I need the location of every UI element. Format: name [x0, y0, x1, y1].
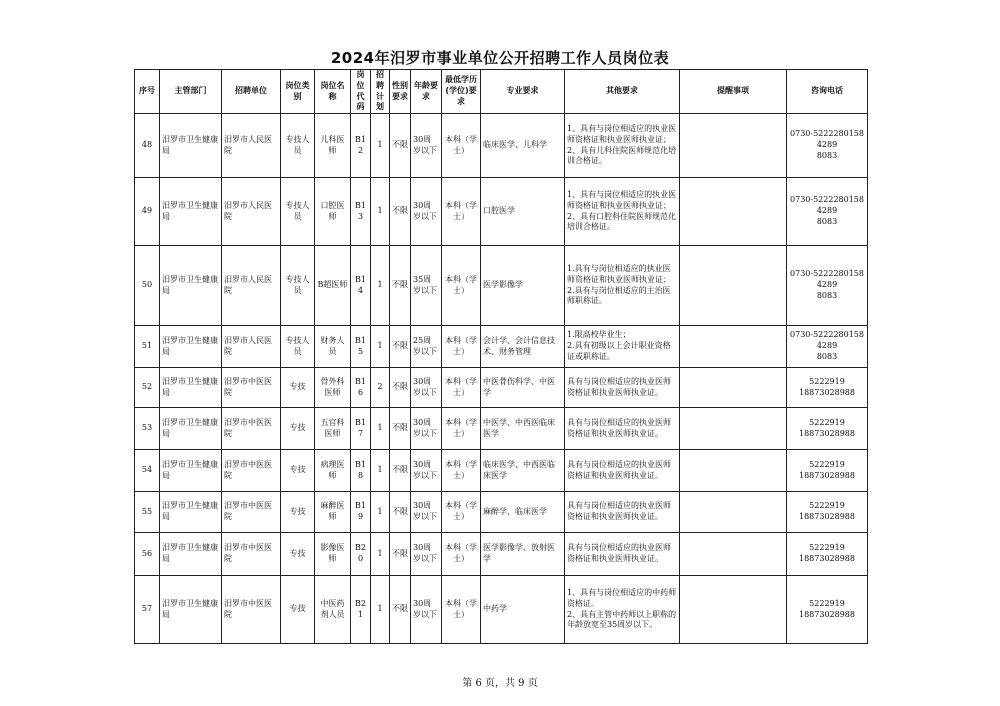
- cell-position: B超医师: [315, 246, 351, 326]
- header-cell: 岗位类别: [281, 70, 315, 114]
- cell-other: 具有与岗位相适应的执业医师资格证和执业医师执业证。: [565, 368, 680, 408]
- cell-phone: 5222919 18873028988: [787, 408, 868, 450]
- cell-plan: 1: [371, 492, 390, 533]
- cell-no: 48: [135, 114, 160, 178]
- cell-dept: 汨罗市卫生健康局: [160, 533, 222, 576]
- cell-unit: 汨罗市中医医院: [222, 576, 281, 644]
- cell-plan: 1: [371, 533, 390, 576]
- cell-code: B18: [351, 450, 371, 492]
- cell-category: 专技: [281, 576, 315, 644]
- cell-major: 医学影像学、放射医学: [481, 533, 565, 576]
- cell-category: 专技人员: [281, 114, 315, 178]
- cell-gender: 不限: [390, 246, 411, 326]
- cell-category: 专技人员: [281, 246, 315, 326]
- cell-remind: [680, 408, 787, 450]
- cell-other: 具有与岗位相适应的执业医师资格证和执业医师执业证。: [565, 450, 680, 492]
- cell-position: 五官科医师: [315, 408, 351, 450]
- cell-age: 25周岁以下: [411, 326, 442, 368]
- cell-no: 56: [135, 533, 160, 576]
- cell-no: 51: [135, 326, 160, 368]
- cell-gender: 不限: [390, 368, 411, 408]
- cell-unit: 汨罗市中医医院: [222, 533, 281, 576]
- header-cell: 咨询电话: [787, 70, 868, 114]
- cell-phone: 5222919 18873028988: [787, 368, 868, 408]
- cell-unit: 汨罗市人民医院: [222, 178, 281, 246]
- cell-remind: [680, 492, 787, 533]
- cell-age: 30周岁以下: [411, 533, 442, 576]
- cell-category: 专技人员: [281, 178, 315, 246]
- cell-remind: [680, 178, 787, 246]
- cell-phone: 5222919 18873028988: [787, 492, 868, 533]
- cell-code: B20: [351, 533, 371, 576]
- cell-unit: 汨罗市中医医院: [222, 368, 281, 408]
- cell-edu: 本科（学士）: [442, 450, 481, 492]
- cell-gender: 不限: [390, 114, 411, 178]
- cell-no: 57: [135, 576, 160, 644]
- cell-position: 口腔医师: [315, 178, 351, 246]
- cell-no: 53: [135, 408, 160, 450]
- cell-remind: [680, 450, 787, 492]
- cell-other: 1、具有与岗位相适应的执业医师资格证和执业医师执业证； 2、具有口腔科住院医师规范化培训合格证。: [565, 178, 680, 246]
- cell-age: 30周岁以下: [411, 178, 442, 246]
- cell-category: 专技: [281, 492, 315, 533]
- cell-gender: 不限: [390, 450, 411, 492]
- cell-major: 中药学: [481, 576, 565, 644]
- cell-major: 麻醉学、临床医学: [481, 492, 565, 533]
- cell-no: 54: [135, 450, 160, 492]
- cell-position: 影像医师: [315, 533, 351, 576]
- cell-position: 骨外科医师: [315, 368, 351, 408]
- table-row: [135, 326, 868, 368]
- cell-remind: [680, 326, 787, 368]
- header-cell: 岗位代码: [351, 70, 371, 114]
- cell-remind: [680, 114, 787, 178]
- cell-phone: 0730-52222801584289 8083: [787, 178, 868, 246]
- cell-age: 35周岁以下: [411, 246, 442, 326]
- cell-other: 具有与岗位相适应的执业医师资格证和执业医师执业证。: [565, 408, 680, 450]
- header-cell: 专业要求: [481, 70, 565, 114]
- cell-dept: 汨罗市卫生健康局: [160, 246, 222, 326]
- cell-plan: 1: [371, 114, 390, 178]
- cell-plan: 1: [371, 246, 390, 326]
- cell-category: 专技: [281, 368, 315, 408]
- cell-remind: [680, 533, 787, 576]
- cell-code: B17: [351, 408, 371, 450]
- cell-dept: 汨罗市卫生健康局: [160, 450, 222, 492]
- table-row: [135, 246, 868, 326]
- cell-dept: 汨罗市卫生健康局: [160, 368, 222, 408]
- cell-age: 30周岁以下: [411, 576, 442, 644]
- cell-phone: 5222919 18873028988: [787, 576, 868, 644]
- cell-phone: 0730-52222801584289 8083: [787, 246, 868, 326]
- header-cell: 招聘计划: [371, 70, 390, 114]
- header-cell: 其他要求: [565, 70, 680, 114]
- cell-category: 专技人员: [281, 326, 315, 368]
- cell-plan: 1: [371, 576, 390, 644]
- cell-age: 30周岁以下: [411, 368, 442, 408]
- cell-edu: 本科（学士）: [442, 326, 481, 368]
- cell-unit: 汨罗市人民医院: [222, 246, 281, 326]
- cell-edu: 本科（学士）: [442, 533, 481, 576]
- cell-other: 1.具有与岗位相适应的执业医师资格证和执业医师执业证； 2.具有与岗位相适应的主治医师职称证。: [565, 246, 680, 326]
- cell-position: 麻醉医师: [315, 492, 351, 533]
- header-cell: 序号: [135, 70, 160, 114]
- cell-major: 口腔医学: [481, 178, 565, 246]
- cell-edu: 本科（学士）: [442, 246, 481, 326]
- cell-unit: 汨罗市中医医院: [222, 450, 281, 492]
- positions-table: [134, 69, 868, 644]
- header-row: [135, 70, 868, 114]
- cell-other: 具有与岗位相适应的执业医师资格证和执业医师执业证。: [565, 533, 680, 576]
- cell-major: 临床医学、中西医临床医学: [481, 450, 565, 492]
- header-cell: 最低学历(学位)要求: [442, 70, 481, 114]
- cell-dept: 汨罗市卫生健康局: [160, 492, 222, 533]
- cell-dept: 汨罗市卫生健康局: [160, 114, 222, 178]
- cell-major: 中医骨伤科学、中医学: [481, 368, 565, 408]
- cell-gender: 不限: [390, 178, 411, 246]
- table-row: [135, 450, 868, 492]
- cell-major: 会计学、会计信息技术、财务管理: [481, 326, 565, 368]
- header-cell: 岗位名称: [315, 70, 351, 114]
- cell-gender: 不限: [390, 533, 411, 576]
- cell-gender: 不限: [390, 492, 411, 533]
- cell-gender: 不限: [390, 576, 411, 644]
- cell-gender: 不限: [390, 408, 411, 450]
- cell-position: 中医药剂人员: [315, 576, 351, 644]
- cell-edu: 本科（学士）: [442, 576, 481, 644]
- cell-edu: 本科（学士）: [442, 368, 481, 408]
- cell-code: B15: [351, 326, 371, 368]
- cell-major: 医学影像学: [481, 246, 565, 326]
- cell-no: 52: [135, 368, 160, 408]
- cell-dept: 汨罗市卫生健康局: [160, 576, 222, 644]
- cell-category: 专技: [281, 450, 315, 492]
- cell-age: 30周岁以下: [411, 408, 442, 450]
- header-cell: 招聘单位: [222, 70, 281, 114]
- table-row: [135, 576, 868, 644]
- cell-other: 1、具有与岗位相适应的执业医师资格证和执业医师执业证； 2、具有儿科住院医师规范化培训合格证。: [565, 114, 680, 178]
- cell-phone: 5222919 18873028988: [787, 533, 868, 576]
- cell-unit: 汨罗市中医医院: [222, 408, 281, 450]
- cell-remind: [680, 368, 787, 408]
- cell-plan: 1: [371, 178, 390, 246]
- cell-major: 临床医学、儿科学: [481, 114, 565, 178]
- cell-age: 30周岁以下: [411, 114, 442, 178]
- table-row: [135, 492, 868, 533]
- cell-code: B21: [351, 576, 371, 644]
- cell-edu: 本科（学士）: [442, 114, 481, 178]
- cell-plan: 1: [371, 408, 390, 450]
- cell-age: 30周岁以下: [411, 492, 442, 533]
- cell-dept: 汨罗市卫生健康局: [160, 178, 222, 246]
- cell-edu: 本科（学士）: [442, 492, 481, 533]
- cell-remind: [680, 246, 787, 326]
- cell-phone: 0730-52222801584289 8083: [787, 114, 868, 178]
- cell-plan: 1: [371, 326, 390, 368]
- cell-other: 具有与岗位相适应的执业医师资格证和执业医师执业证。: [565, 492, 680, 533]
- table-row: [135, 114, 868, 178]
- header-cell: 提醒事项: [680, 70, 787, 114]
- cell-no: 55: [135, 492, 160, 533]
- cell-code: B16: [351, 368, 371, 408]
- cell-dept: 汨罗市卫生健康局: [160, 326, 222, 368]
- page-footer: 第 6 页，共 9 页: [462, 678, 538, 689]
- table-row: [135, 178, 868, 246]
- header-cell: 年龄要求: [411, 70, 442, 114]
- cell-category: 专技: [281, 408, 315, 450]
- cell-category: 专技: [281, 533, 315, 576]
- header-cell: 主管部门: [160, 70, 222, 114]
- cell-phone: 5222919 18873028988: [787, 450, 868, 492]
- table-row: [135, 368, 868, 408]
- table-row: [135, 533, 868, 576]
- cell-no: 49: [135, 178, 160, 246]
- cell-gender: 不限: [390, 326, 411, 368]
- cell-code: B19: [351, 492, 371, 533]
- cell-major: 中医学、中西医临床医学: [481, 408, 565, 450]
- page-title: 2024年汨罗市事业单位公开招聘工作人员岗位表: [330, 49, 670, 67]
- table-row: [135, 408, 868, 450]
- cell-position: 财务人员: [315, 326, 351, 368]
- header-cell: 性别要求: [390, 70, 411, 114]
- cell-age: 30周岁以下: [411, 450, 442, 492]
- cell-unit: 汨罗市中医医院: [222, 492, 281, 533]
- cell-edu: 本科（学士）: [442, 408, 481, 450]
- cell-position: 病理医师: [315, 450, 351, 492]
- cell-dept: 汨罗市卫生健康局: [160, 408, 222, 450]
- cell-code: B13: [351, 178, 371, 246]
- cell-position: 儿科医师: [315, 114, 351, 178]
- cell-edu: 本科（学士）: [442, 178, 481, 246]
- cell-other: 1.限高校毕业生； 2.具有初级以上会计职业资格证或职称证。: [565, 326, 680, 368]
- cell-unit: 汨罗市人民医院: [222, 326, 281, 368]
- cell-remind: [680, 576, 787, 644]
- cell-phone: 0730-52222801584289 8083: [787, 326, 868, 368]
- cell-code: B12: [351, 114, 371, 178]
- cell-code: B14: [351, 246, 371, 326]
- cell-no: 50: [135, 246, 160, 326]
- cell-other: 1、具有与岗位相适应的中药师资格证。 2、具有主管中药师以上职称的年龄放宽至35周岁以下。: [565, 576, 680, 644]
- cell-plan: 1: [371, 450, 390, 492]
- cell-unit: 汨罗市人民医院: [222, 114, 281, 178]
- cell-plan: 2: [371, 368, 390, 408]
